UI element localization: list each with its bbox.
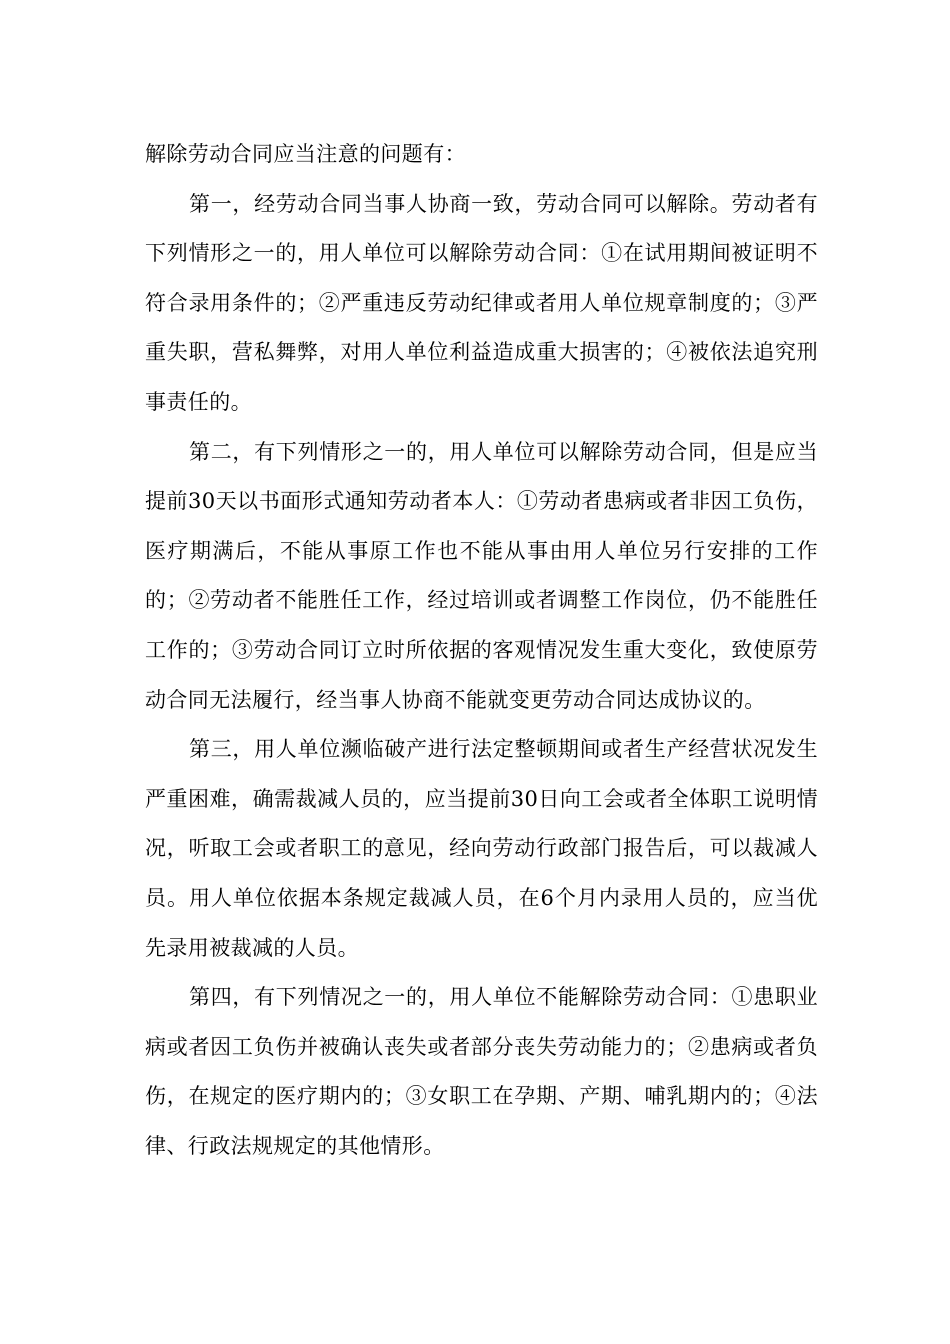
- paragraph-first: 第一，经劳动合同当事人协商一致，劳动合同可以解除。劳动者有下列情形之一的，用人单位可以解除劳动合同：①在试用期间被证明不符合录用条件的；②严重违反劳动纪律或者用人单位规章制度的；③严重失职，营私舞弊，对用人单位利益造成重大损害的；④被依法追究刑事责任的。: [145, 191, 818, 414]
- document-body: [145, 130, 818, 1171]
- intro-paragraph: 解除劳动合同应当注意的问题有：: [145, 142, 466, 166]
- paragraph-second: 第二，有下列情形之一的，用人单位可以解除劳动合同，但是应当提前30天以书面形式通知劳动者本人：①劳动者患病或者非因工负伤，医疗期满后，不能从事原工作也不能从事由用人单位另行安排的工作的；②劳动者不能胜任工作，经过培训或者调整工作岗位，仍不能胜任工作的；③劳动合同订立时所依据的客观情况发生重大变化，致使原劳动合同无法履行，经当事人协商不能就变更劳动合同达成协议的。: [145, 439, 818, 712]
- paragraph-fourth: 第四，有下列情况之一的，用人单位不能解除劳动合同：①患职业病或者因工负伤并被确认丧失或者部分丧失劳动能力的；②患病或者负伤，在规定的医疗期内的；③女职工在孕期、产期、哺乳期内的；④法律、行政法规规定的其他情形。: [145, 985, 818, 1158]
- paragraph-third: 第三，用人单位濒临破产进行法定整顿期间或者生产经营状况发生严重困难，确需裁减人员的，应当提前30日向工会或者全体职工说明情况，听取工会或者职工的意见，经向劳动行政部门报告后，可以裁减人员。用人单位依据本条规定裁减人员，在6个月内录用人员的，应当优先录用被裁减的人员。: [145, 737, 818, 960]
